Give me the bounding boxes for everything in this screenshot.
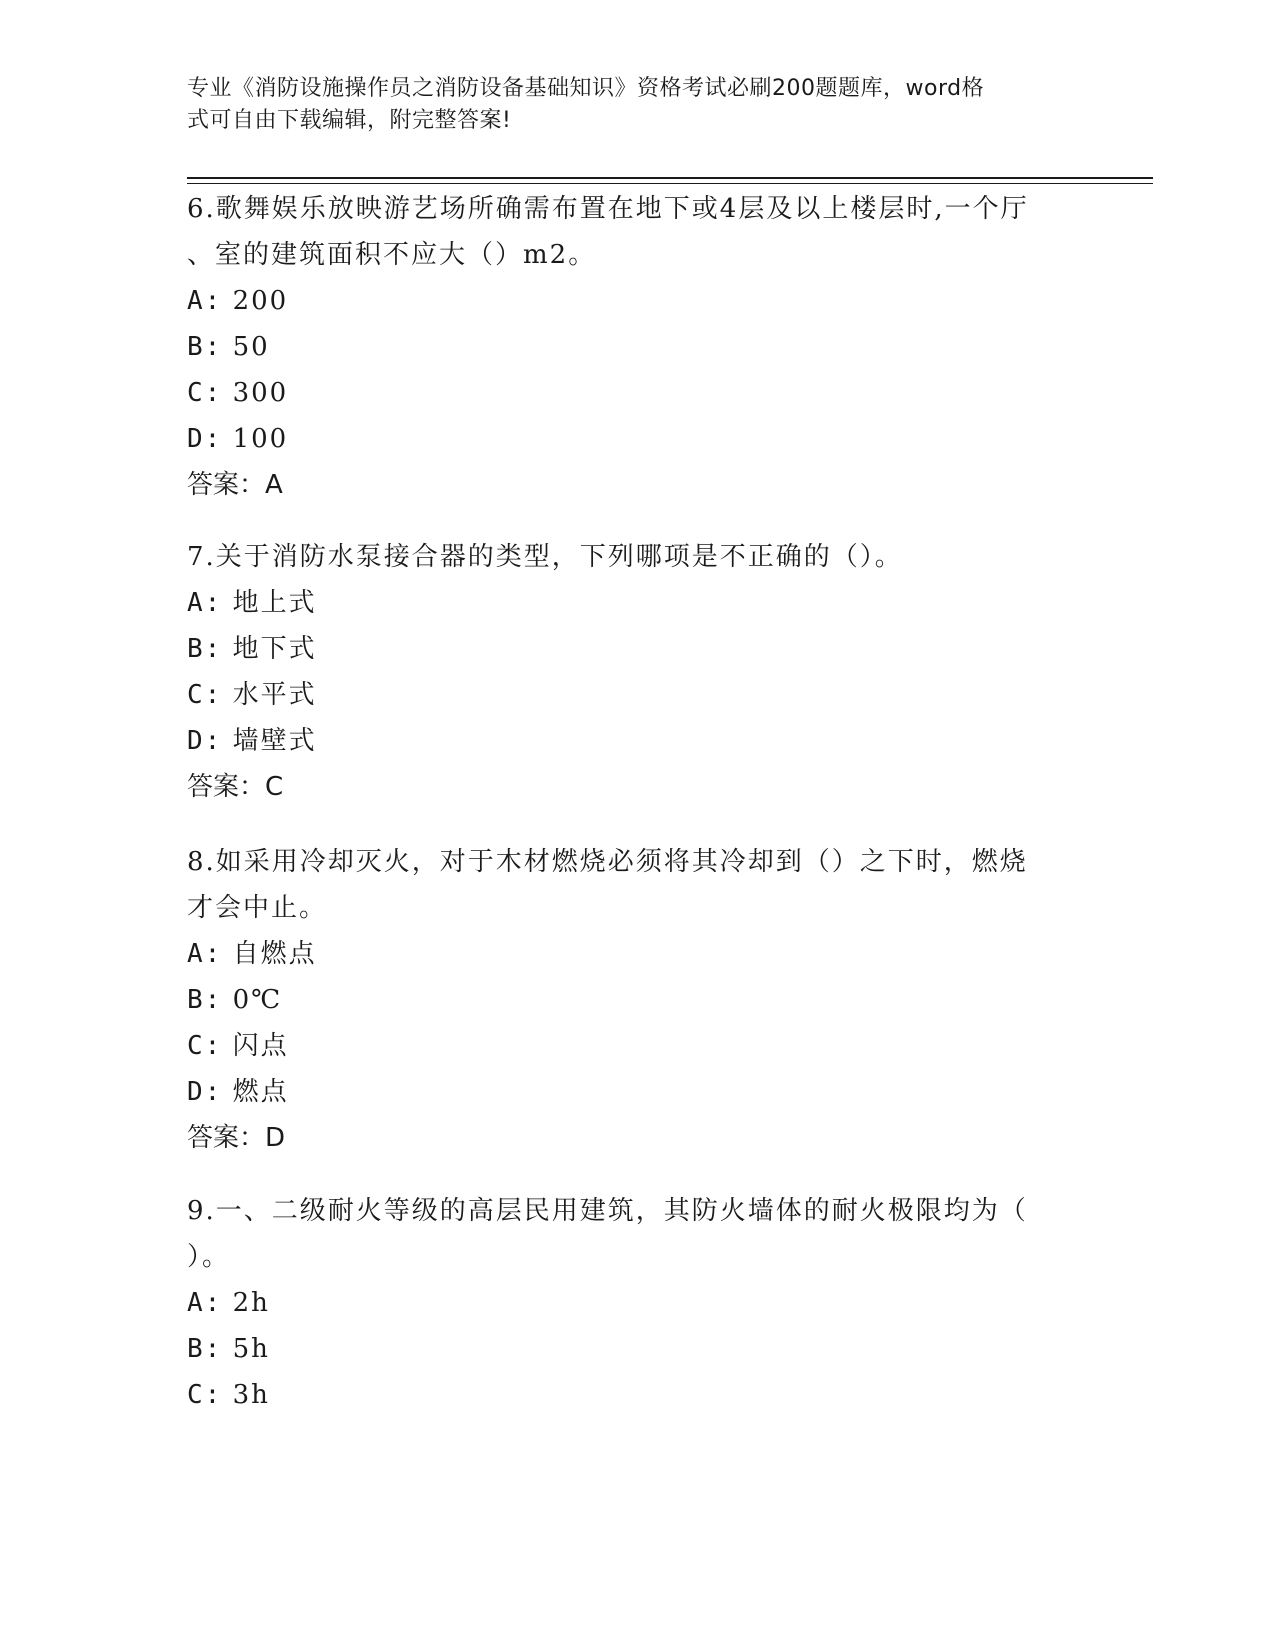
option-c: C: 3h — [187, 1380, 270, 1410]
question-7 — [187, 534, 1087, 810]
option-d: D: 燃点 — [187, 1077, 289, 1107]
question-text-line-1: 9.一、二级耐火等级的高层民用建筑，其防火墙体的耐火极限均为（ — [187, 1196, 1028, 1226]
document-header — [187, 73, 1067, 137]
question-text-line-1: 7.关于消防水泵接合器的类型，下列哪项是不正确的（）。 — [187, 542, 903, 572]
question-text-line-1: 8.如采用冷却灭火，对于木材燃烧必须将其冷却到（）之下时，燃烧 — [187, 847, 1028, 877]
option-b: B: 50 — [187, 332, 270, 362]
option-c: C: 水平式 — [187, 680, 317, 710]
option-d: D: 墙壁式 — [187, 726, 317, 756]
question-text-line-1: 6.歌舞娱乐放映游艺场所确需布置在地下或4层及以上楼层时,一个厅 — [187, 194, 1029, 224]
question-9 — [187, 1188, 1087, 1418]
question-text-line-2: 才会中止。 — [187, 893, 328, 923]
header-line-2: 式可自由下载编辑，附完整答案! — [187, 108, 512, 133]
option-b: B: 0℃ — [187, 985, 283, 1015]
question-6 — [187, 186, 1087, 508]
option-d: D: 100 — [187, 424, 289, 454]
option-b: B: 地下式 — [187, 634, 317, 664]
header-divider-thick — [187, 177, 1153, 179]
option-a: A: 200 — [187, 286, 289, 316]
question-text-line-2: 、室的建筑面积不应大（）m2。 — [187, 240, 597, 270]
answer: 答案：D — [187, 1123, 286, 1153]
option-c: C: 300 — [187, 378, 289, 408]
question-8 — [187, 839, 1087, 1161]
question-text-line-2: ）。 — [187, 1242, 231, 1272]
option-c: C: 闪点 — [187, 1031, 289, 1061]
header-line-1: 专业《消防设施操作员之消防设备基础知识》资格考试必刷200题题库，word格 — [187, 76, 985, 101]
option-a: A: 2h — [187, 1288, 270, 1318]
option-a: A: 自燃点 — [187, 939, 317, 969]
option-a: A: 地上式 — [187, 588, 317, 618]
option-b: B: 5h — [187, 1334, 270, 1364]
answer: 答案：C — [187, 772, 284, 802]
answer: 答案：A — [187, 470, 283, 500]
header-divider-thin — [187, 183, 1153, 184]
